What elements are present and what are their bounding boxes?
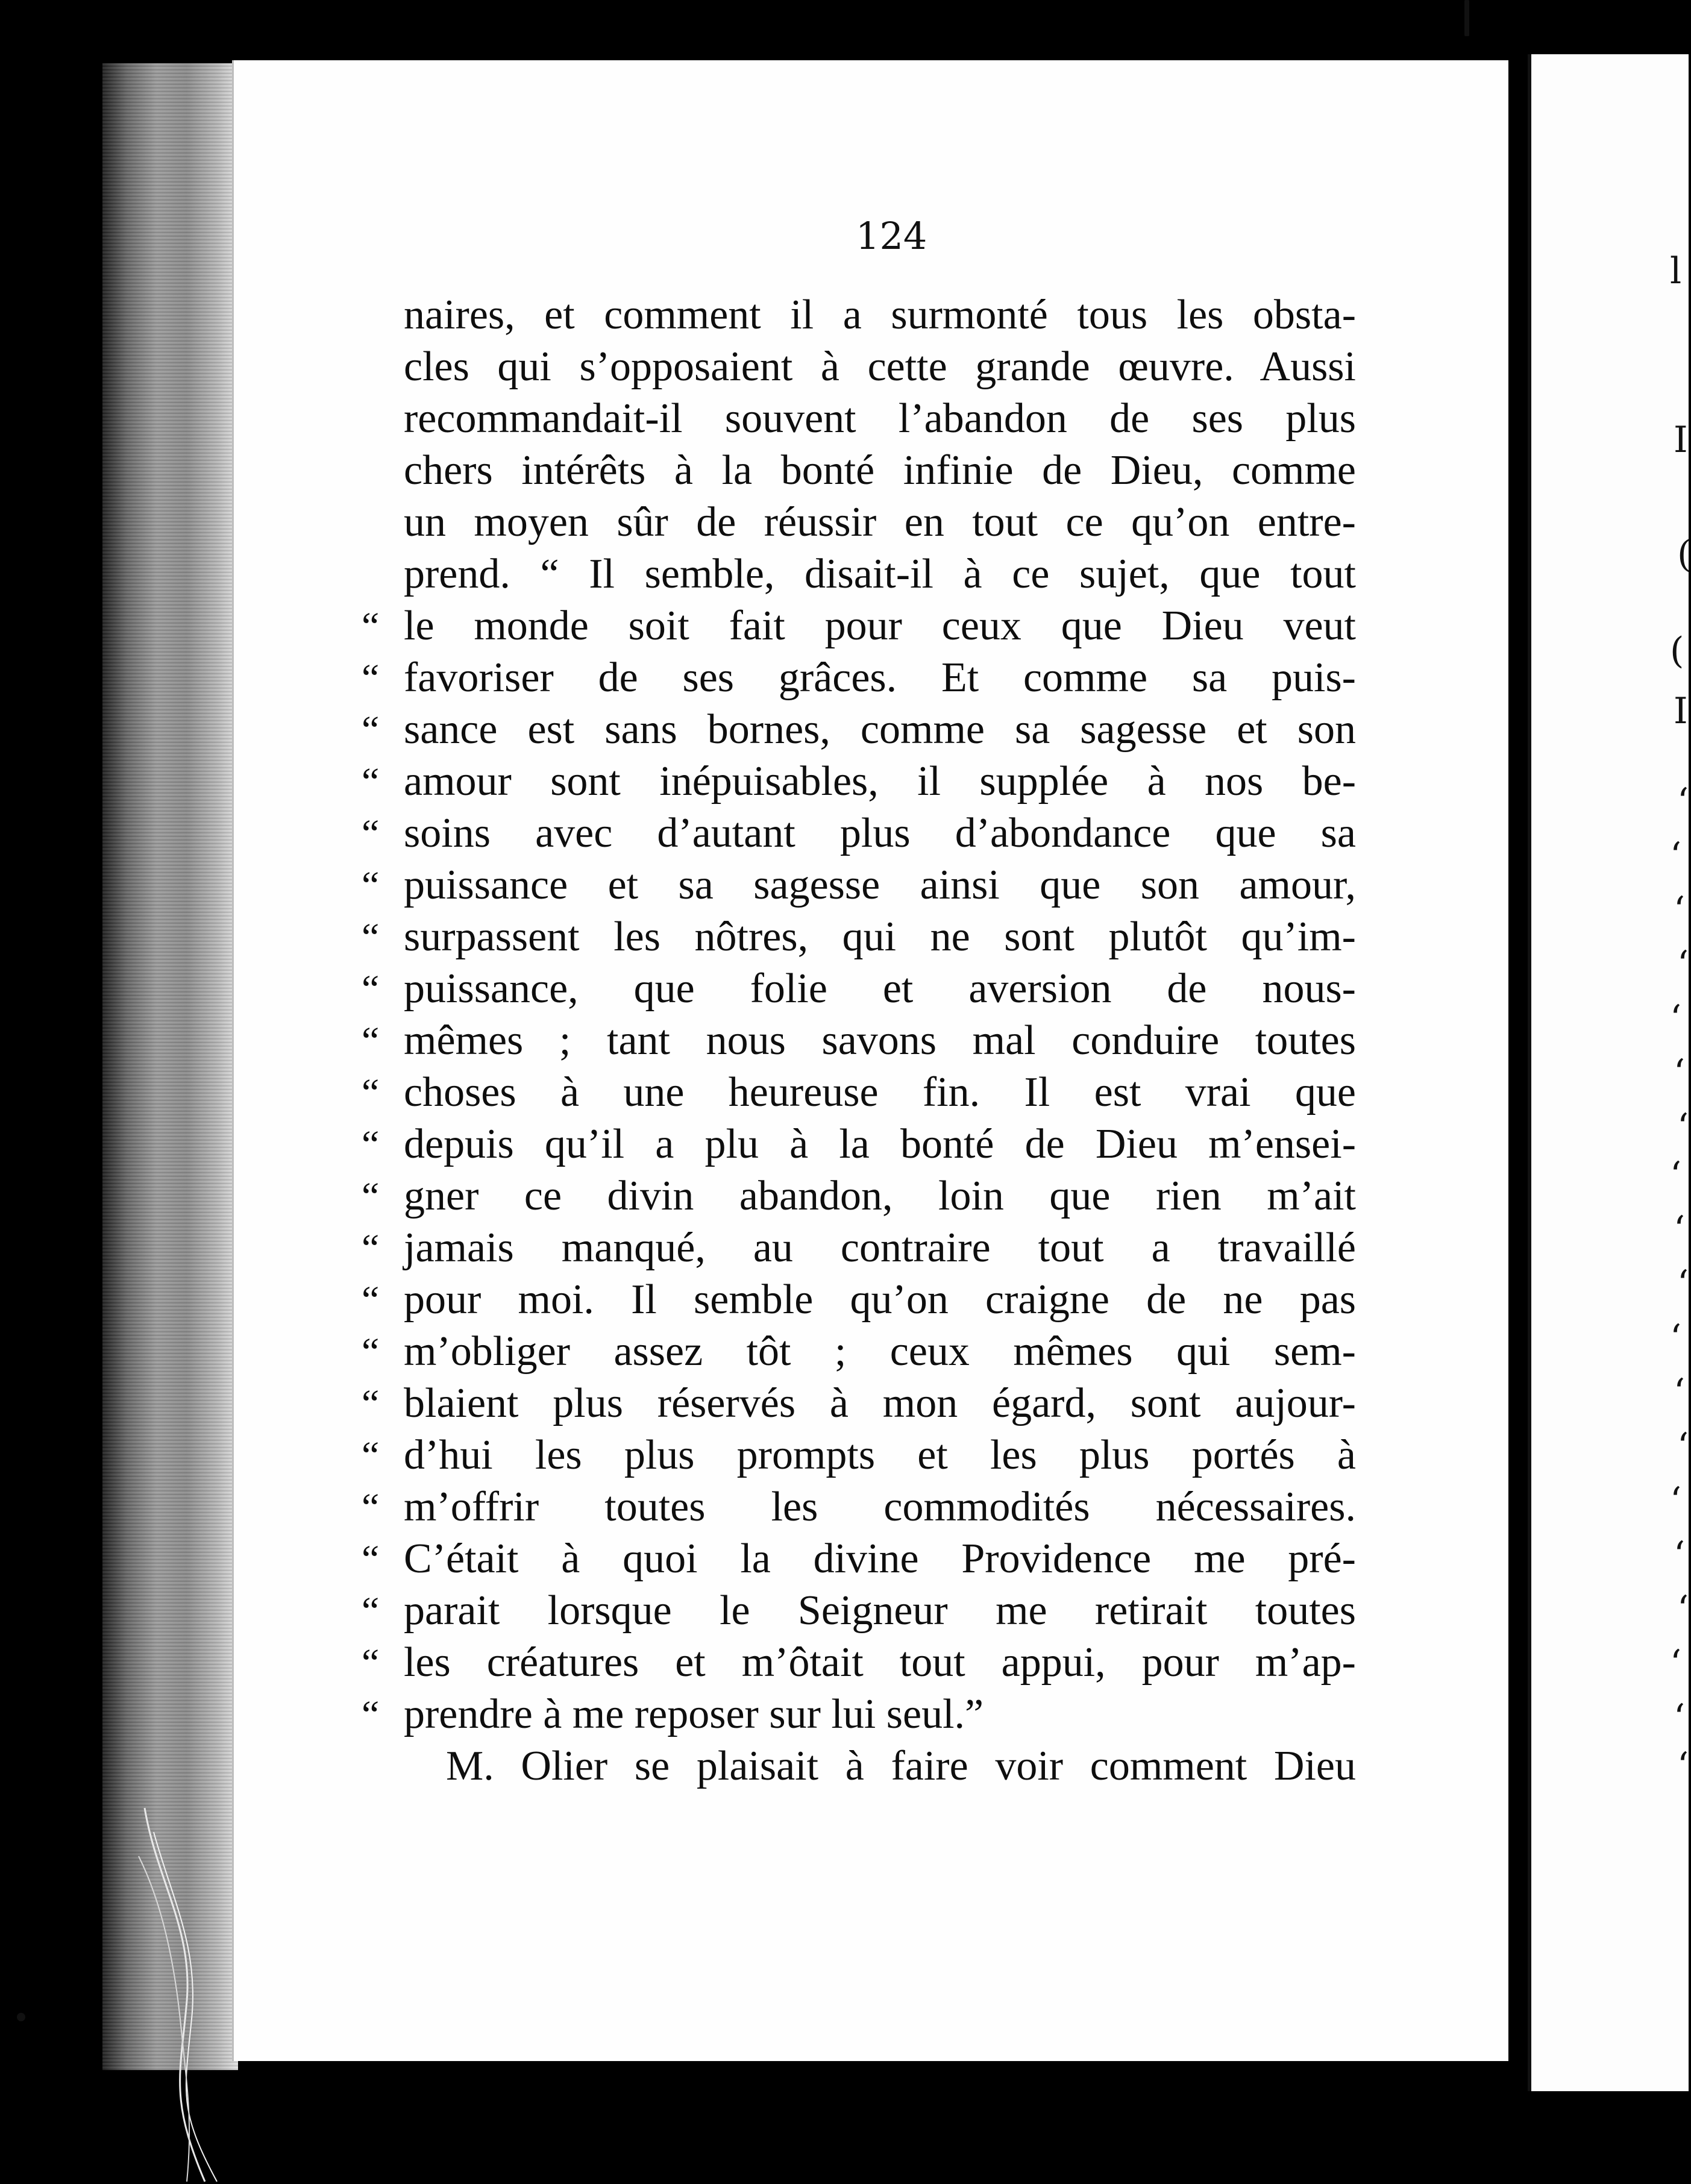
line-text: puissance et sa sagesse ainsi que son amour,	[404, 862, 1356, 908]
facing-page-glyph: ‘	[1670, 835, 1682, 877]
quote-mark: “	[362, 1486, 380, 1530]
text-line	[362, 965, 1356, 1017]
quote-mark: “	[362, 656, 380, 700]
facing-page-glyph: l	[1670, 250, 1682, 292]
facing-page-glyph: ‘	[1670, 1317, 1682, 1359]
text-line	[362, 395, 1356, 447]
quote-mark: “	[362, 1641, 380, 1685]
text-line	[362, 1017, 1356, 1068]
line-text: puissance, que folie et aversion de nous-	[404, 965, 1356, 1012]
quote-mark: “	[362, 760, 380, 804]
line-text: sance est sans bornes, comme sa sagesse et son	[404, 706, 1356, 753]
line-text: les créatures et m’ôtait tout appui, pour m’ap-	[404, 1639, 1356, 1686]
quote-mark: “	[362, 1175, 380, 1219]
quote-mark: “	[362, 708, 380, 752]
facing-page-glyph: ‘	[1674, 1371, 1686, 1413]
text-line	[362, 1172, 1356, 1224]
body-text	[362, 291, 1356, 1794]
facing-page-edge	[1528, 54, 1689, 2091]
text-line	[362, 1276, 1356, 1328]
facing-page-glyph: ‘	[1674, 1534, 1686, 1576]
quote-mark: “	[362, 604, 380, 648]
facing-page-glyph: ‘	[1670, 1154, 1682, 1196]
facing-page-glyph: ‘	[1674, 889, 1686, 931]
text-line	[362, 1587, 1356, 1639]
quote-mark: “	[362, 1071, 380, 1115]
line-text: cles qui s’opposaient à cette grande œuvre. Aussi	[404, 344, 1356, 390]
text-line	[362, 1224, 1356, 1276]
facing-page-glyph: (	[1670, 630, 1684, 672]
text-line	[362, 758, 1356, 809]
quote-mark: “	[362, 1382, 380, 1426]
line-text: m’obliger assez tôt ; ceux mêmes qui sem-	[404, 1328, 1356, 1375]
text-line	[362, 602, 1356, 654]
facing-page-glyph: I	[1674, 690, 1688, 732]
facing-page-glyph: ‘	[1670, 997, 1682, 1040]
line-text: gner ce divin abandon, loin que rien m’ait	[404, 1173, 1356, 1219]
text-line	[362, 1742, 1356, 1794]
line-text: d’hui les plus prompts et les plus portés à	[404, 1432, 1356, 1478]
facing-page-glyph: ‘	[1677, 1263, 1689, 1305]
quote-mark: “	[362, 915, 380, 959]
quote-mark: “	[362, 1434, 380, 1478]
facing-page-glyph: ‘	[1677, 1588, 1689, 1630]
quote-mark: “	[362, 1019, 380, 1063]
facing-page-glyph: ‘	[1677, 780, 1689, 823]
text-line	[362, 1690, 1356, 1742]
quote-mark: “	[362, 967, 380, 1011]
text-line	[362, 550, 1356, 602]
line-text: prend. “ Il semble, disait-il à ce sujet, que tout	[404, 551, 1356, 597]
text-line	[362, 654, 1356, 706]
line-text: m’offrir toutes les commodités nécessaires.	[404, 1484, 1356, 1530]
line-text: choses à une heureuse fin. Il est vrai que	[404, 1069, 1356, 1116]
facing-page-glyph: ‘	[1677, 1106, 1689, 1148]
facing-page-glyph: ‘	[1674, 1696, 1686, 1739]
line-text: prendre à me reposer sur lui seul.”	[404, 1691, 984, 1737]
text-line	[362, 861, 1356, 913]
book-fore-edge	[102, 63, 238, 2070]
line-text: M. Olier se plaisait à faire voir comment Dieu	[446, 1743, 1356, 1789]
text-line	[362, 1068, 1356, 1120]
quote-mark: “	[362, 864, 380, 908]
line-text: soins avec d’autant plus d’abondance que sa	[404, 810, 1356, 856]
line-text: jamais manqué, au contraire tout a travaillé	[404, 1225, 1356, 1271]
line-text: blaient plus réservés à mon égard, sont aujour-	[404, 1380, 1356, 1426]
text-line	[362, 809, 1356, 861]
text-line	[362, 1535, 1356, 1587]
text-line	[362, 1120, 1356, 1172]
facing-page-glyph: ‘	[1674, 1208, 1686, 1250]
line-text: naires, et comment il a surmonté tous les obsta-	[404, 292, 1356, 338]
line-text: parait lorsque le Seigneur me retirait toutes	[404, 1587, 1356, 1634]
text-line	[362, 1639, 1356, 1690]
text-line	[362, 498, 1356, 550]
text-line	[362, 706, 1356, 758]
text-line	[362, 447, 1356, 498]
line-text: recommandait-il souvent l’abandon de ses plus	[404, 395, 1356, 442]
facing-page-glyph: ‘	[1670, 1480, 1682, 1522]
quote-mark: “	[362, 1537, 380, 1581]
text-line	[362, 1431, 1356, 1483]
line-text: favoriser de ses grâces. Et comme sa puis-	[404, 654, 1356, 701]
quote-mark: “	[362, 812, 380, 856]
quote-mark: “	[362, 1693, 380, 1737]
scan-speck	[17, 2013, 25, 2021]
line-text: surpassent les nôtres, qui ne sont plutôt qu’im-	[404, 914, 1356, 960]
quote-mark: “	[362, 1330, 380, 1374]
text-line	[362, 1328, 1356, 1379]
scan-speck	[1464, 0, 1469, 36]
line-text: mêmes ; tant nous savons mal conduire toutes	[404, 1017, 1356, 1064]
line-text: le monde soit fait pour ceux que Dieu veut	[404, 603, 1356, 649]
line-text: un moyen sûr de réussir en tout ce qu’on entre-	[404, 499, 1356, 545]
text-line	[362, 343, 1356, 395]
quote-mark: “	[362, 1226, 380, 1270]
facing-page-glyph: ‘	[1677, 1425, 1689, 1467]
facing-page-glyph: ‘	[1674, 1052, 1686, 1094]
facing-page-glyph: ‘	[1670, 1642, 1682, 1684]
text-line	[362, 1379, 1356, 1431]
page-number: 124	[856, 214, 927, 258]
text-line	[362, 291, 1356, 343]
line-text: C’était à quoi la divine Providence me pré-	[404, 1536, 1356, 1582]
line-text: amour sont inépuisables, il supplée à nos be-	[404, 758, 1356, 805]
quote-mark: “	[362, 1278, 380, 1322]
text-line	[362, 1483, 1356, 1535]
line-text: depuis qu’il a plu à la bonté de Dieu m’ensei-	[404, 1121, 1356, 1167]
quote-mark: “	[362, 1589, 380, 1633]
text-line	[362, 913, 1356, 965]
quote-mark: “	[362, 1123, 380, 1167]
line-text: pour moi. Il semble qu’on craigne de ne pas	[404, 1276, 1356, 1323]
facing-page-glyph: I	[1674, 419, 1688, 461]
facing-page-glyph: (	[1677, 533, 1691, 576]
facing-page-glyph: ‘	[1677, 943, 1689, 985]
line-text: chers intérêts à la bonté infinie de Dieu, comme	[404, 447, 1356, 494]
facing-page-glyph: ‘	[1677, 1745, 1689, 1787]
